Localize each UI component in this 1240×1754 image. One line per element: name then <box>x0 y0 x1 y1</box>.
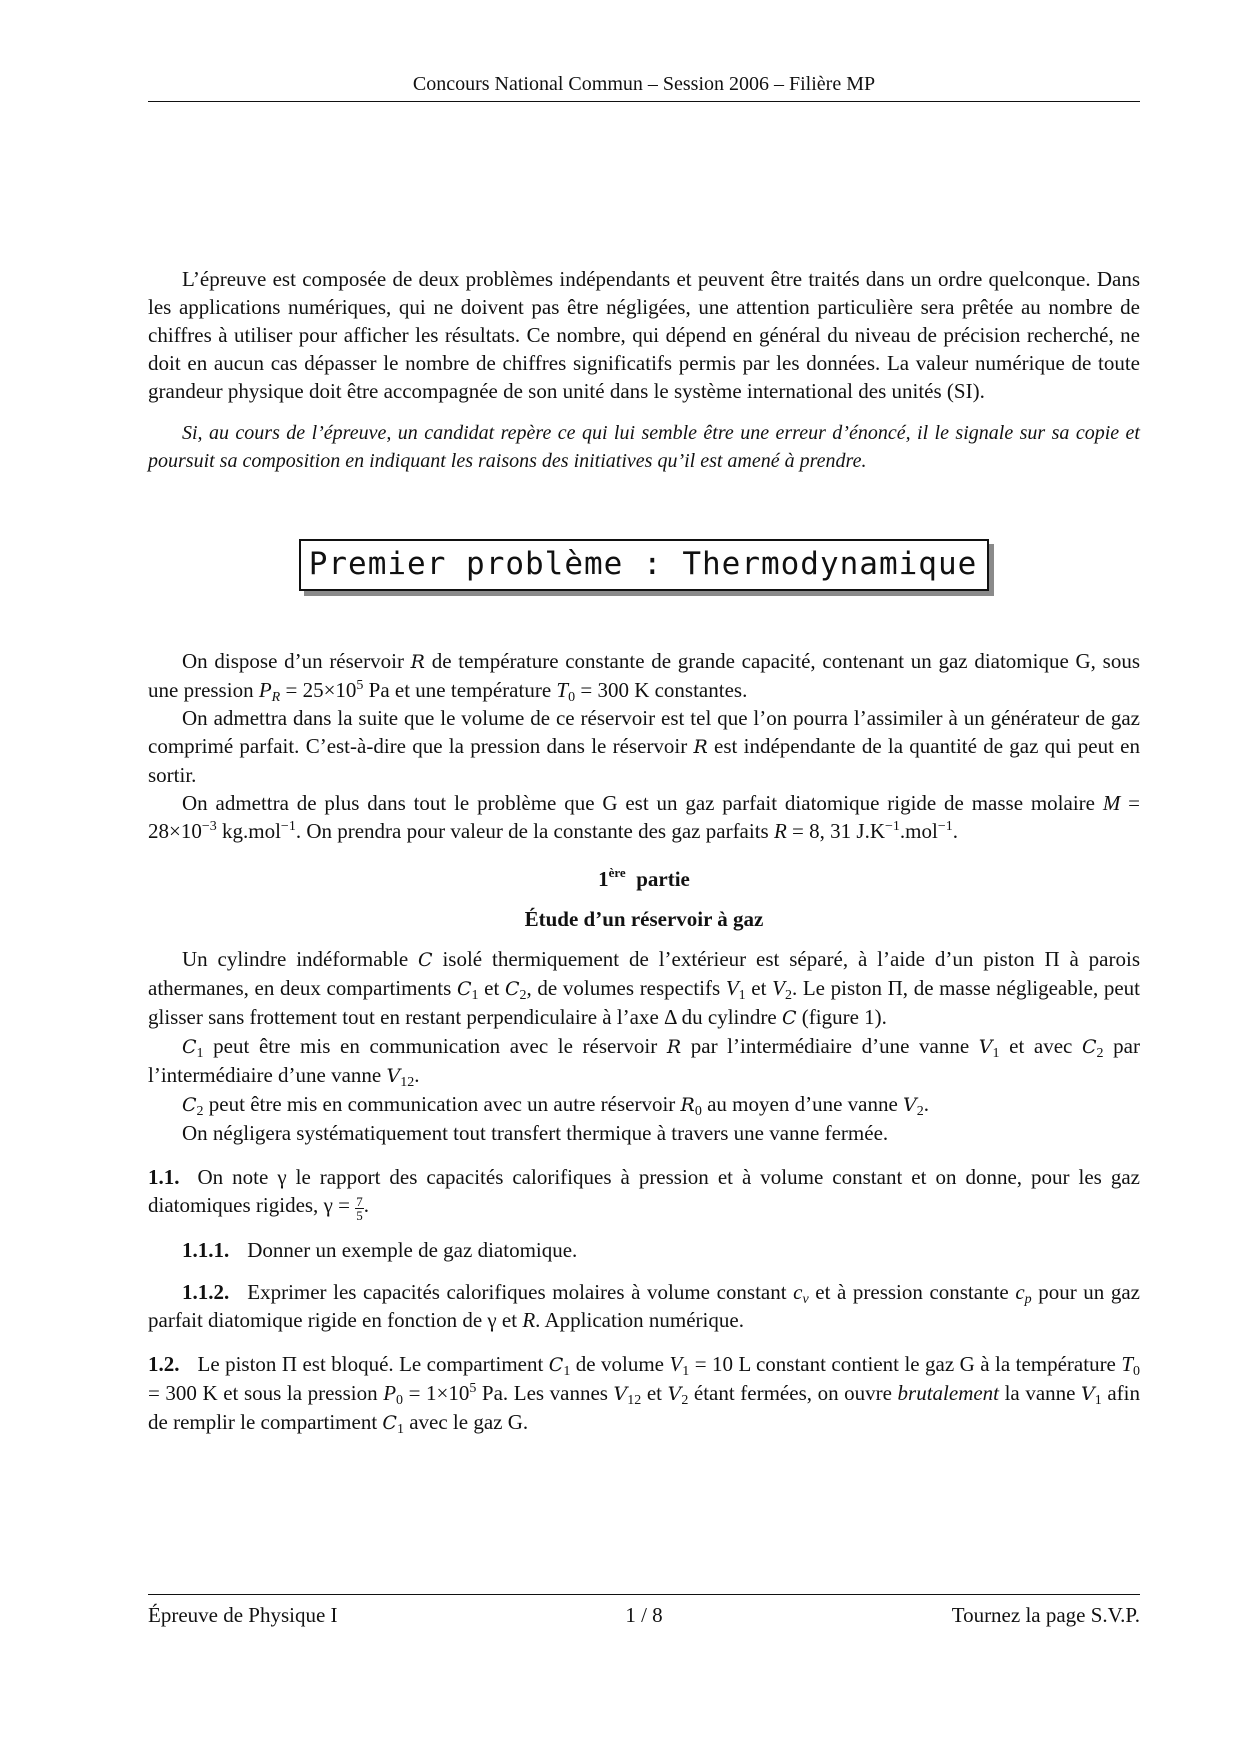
footer-right: Tournez la page S.V.P. <box>951 1603 1140 1627</box>
part-subtitle: Étude d’un réservoir à gaz <box>524 907 764 931</box>
header-rule <box>148 101 1140 102</box>
fraction-7-5: $\frac{7}{5}$ <box>356 1194 363 1223</box>
footer-left: Épreuve de Physique I <box>148 1603 338 1627</box>
question-1-1-1: 1.1.1. Donner un exemple de gaz diatomique. <box>182 1238 578 1262</box>
question-1-1: 1.1. On note γ le rapport des capacités calorifiques à pression et à volume constant et on donne, pour les gaz diatomiques rigides, γ = $\frac{7}{5}$ . <box>148 1165 1140 1223</box>
question-1-2: 1.2. Le piston Π est bloqué. Le compartiment $C_1$ de volume $V_1 = 10$ L constant contient le gaz G à la température $T_0 = 300$ K et sous la pression $P_0 = 1\times 10^5$ Pa. Les vannes $V_{12}$ et $V_2$ étant fermées, on ouvre brutalement la vanne $V_1$ afin de remplir le compartiment $C_1$ avec le gaz G. <box>148 1352 1141 1437</box>
part-paragraph-2: $C_1$ peut être mis en communication avec le réservoir R par l’intermédiaire d’une vanne $V_1$ et avec $C_2$ par l’intermédiaire d’une vanne $V_{12}$. <box>148 1034 1140 1090</box>
problem-title-box <box>148 539 1140 591</box>
page-content <box>148 265 1140 1437</box>
page-footer <box>148 1601 1140 1631</box>
part-paragraph-3: $C_2$ peut être mis en communication avec un autre réservoir $R_0$ au moyen d’une vanne $V_2$. <box>182 1092 930 1119</box>
intro-paragraph: L’épreuve est composée de deux problèmes indépendants et peuvent être traités dans un ordre quelconque. Dans les applications numériques, qui ne doivent pas être négligées, une attention particulière sera prêtée au nombre de chiffres à utiliser pour afficher les résultats. Ce nombre, qui dépend en général du niveau de précision recherché, ne doit en aucun cas dépasser le nombre de chiffres significatifs permis par les données. La valeur numérique de toute grandeur physique doit être accompagnée de son unité dans le système international des unités (SI). <box>148 267 1140 403</box>
page-number: 1 / 8 <box>625 1603 663 1627</box>
question-1-1-2: 1.1.2. Exprimer les capacités calorifiques molaires à volume constant $c_v$ et à pression constante $c_p$ pour un gaz parfait diatomique rigide en fonction de γ et R. Application numérique. <box>148 1280 1141 1332</box>
intro-warning: Si, au cours de l’épreuve, un candidat repère ce qui lui semble être une erreur d’énoncé, il le signale sur sa copie et poursuit sa composition en indiquant les raisons des initiatives qu’il est amené à prendre. <box>148 422 1140 472</box>
problem-title: Premier problème : Thermodynamique <box>299 539 990 591</box>
problem-paragraph-2: On admettra dans la suite que le volume de ce réservoir est tel que l’on pourra l’assimiler à un générateur de gaz comprimé parfait. C’est-à-dire que la pression dans le réservoir R est indépendante de la quantité de gaz qui peut en sortir. <box>148 706 1140 787</box>
footer-rule <box>148 1594 1140 1595</box>
problem-paragraph-1: On dispose d’un réservoir R de température constante de grande capacité, contenant un gaz diatomique G, sous une pression $P_R = 25\times 10^5$ Pa et une température $T_0 = 300$ K constantes. <box>148 649 1140 705</box>
part-paragraph-1: Un cylindre indéformable C isolé thermiquement de l’extérieur est séparé, à l’aide d’un piston Π à parois athermanes, en deux compartiments $C_1$ et $C_2$, de volumes respectifs $V_1$ et $V_2$. Le piston Π, de masse négligeable, peut glisser sans frottement tout en restant perpendiculaire à l’axe Δ du cylindre C (figure 1). <box>148 947 1141 1029</box>
part-heading: 1ère partie <box>598 865 690 891</box>
page-header: Concours National Commun – Session 2006 – Filière MP <box>412 73 876 95</box>
part-paragraph-4: On négligera systématiquement tout transfert thermique à travers une vanne fermée. <box>182 1121 889 1145</box>
problem-paragraph-3: On admettra de plus dans tout le problème que G est un gaz parfait diatomique rigide de masse molaire $M = 28\times 10^{-3}$ kg.mol$^{-1}$. On prendra pour valeur de la constante des gaz parfaits R = 8, 31 $J.K^{-1}.mol^{-1}$. <box>148 791 1141 843</box>
